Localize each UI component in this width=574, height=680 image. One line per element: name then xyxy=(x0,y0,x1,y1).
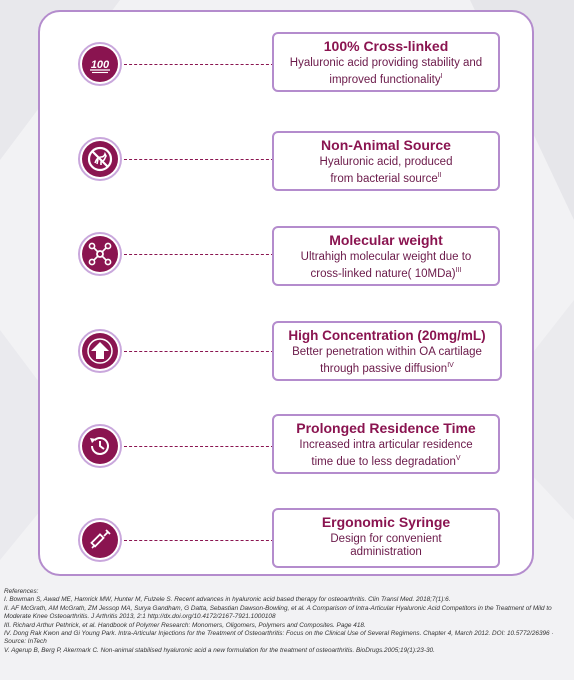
feature-row-non-animal xyxy=(40,115,532,195)
reference-item: IV. Dong Rak Kwon and Gi Young Park. Intra-Articular Injections for the Treatment of Osteoarthritis: Focus on the Clinical Use of Several Regimens. Chapter 4, March 2012. DOI: 10.5772/26396 · Source: InTech xyxy=(4,630,554,646)
feature-description: Hyaluronic acid providing stability and improved functionality$^I$ xyxy=(289,57,483,86)
feature-box xyxy=(272,226,500,286)
dashed-leader xyxy=(124,540,274,541)
feature-title: Prolonged Residence Time xyxy=(296,420,476,436)
hundred-icon xyxy=(78,42,122,86)
reference-item: I. Bowman S, Awad ME, Hamrick MW, Hunter M, Fulzele S. Recent advances in hyaluronic acid based therapy for osteoarthritis. Clin Transl Med. 2018;7(1):6. xyxy=(4,596,451,604)
molecule-icon xyxy=(78,232,122,276)
history-clock-icon xyxy=(78,424,122,468)
feature-box xyxy=(272,32,500,92)
feature-title: Molecular weight xyxy=(329,232,443,248)
feature-description: Better penetration within OA cartilage through passive diffusion$^{IV}$ xyxy=(292,346,482,375)
feature-description: Increased intra articular residence time due to less degradation$^V$ xyxy=(299,439,473,468)
svg-text:100: 100 xyxy=(90,59,110,71)
feature-row-crosslinked xyxy=(40,24,532,104)
dashed-leader xyxy=(124,159,274,160)
up-arrow-icon xyxy=(78,329,122,373)
feature-row-molecular-weight xyxy=(40,206,532,286)
feature-description: Ultrahigh molecular weight due to cross-linked nature( 10MDa)$^{III}$ xyxy=(300,251,472,280)
references xyxy=(4,588,570,655)
feature-title: Non-Animal Source xyxy=(321,137,451,153)
reference-item: V. Agerup B, Berg P, Akermark C. Non-animal stabilised hyaluronic acid a new formulation for the treatment of osteoarthritis. BioDrugs.2005;19(1):23-30. xyxy=(4,646,435,654)
feature-row-residence-time xyxy=(40,390,532,470)
reference-item: III. Richard Arthur Pethrick, et al. Handbook of Polymer Research: Monomers, Oligomers, Polymers and Composites. Page 418. xyxy=(4,621,366,629)
dashed-leader xyxy=(124,351,274,352)
reference-item: II. AF McGrath, AM McGrath, ZM Jessop MA, Surya Gandham, G Datta, Sebastian Dawson-Bowling, et al. A Comparison of Intra-Articular Hyaluronic Acid Competitors in the Treatment of Mild to Moderate Knee Osteoarthritis. J Arthritis 2013, 2:1 http://dx.doi.org/10.4172/2167-7921.1000108 xyxy=(4,604,552,621)
dashed-leader xyxy=(124,446,274,447)
feature-row-concentration xyxy=(40,299,532,379)
feature-box xyxy=(272,414,500,474)
feature-title: High Concentration (20mg/mL) xyxy=(288,328,486,343)
feature-description: Hyaluronic acid, produced from bacterial source$^{II}$ xyxy=(319,156,453,185)
no-animal-icon xyxy=(78,137,122,181)
syringe-icon xyxy=(78,518,122,562)
dashed-leader xyxy=(124,64,274,65)
feature-row-syringe xyxy=(40,482,532,562)
features-card xyxy=(38,10,534,576)
references-heading: References: xyxy=(4,588,39,595)
feature-title: Ergonomic Syringe xyxy=(321,514,451,530)
feature-description: Design for convenient administration xyxy=(330,533,442,558)
feature-title: 100% Cross-linked xyxy=(323,38,449,54)
feature-box xyxy=(272,508,500,568)
dashed-leader xyxy=(124,254,274,255)
feature-box xyxy=(272,131,500,191)
feature-box xyxy=(272,321,502,381)
